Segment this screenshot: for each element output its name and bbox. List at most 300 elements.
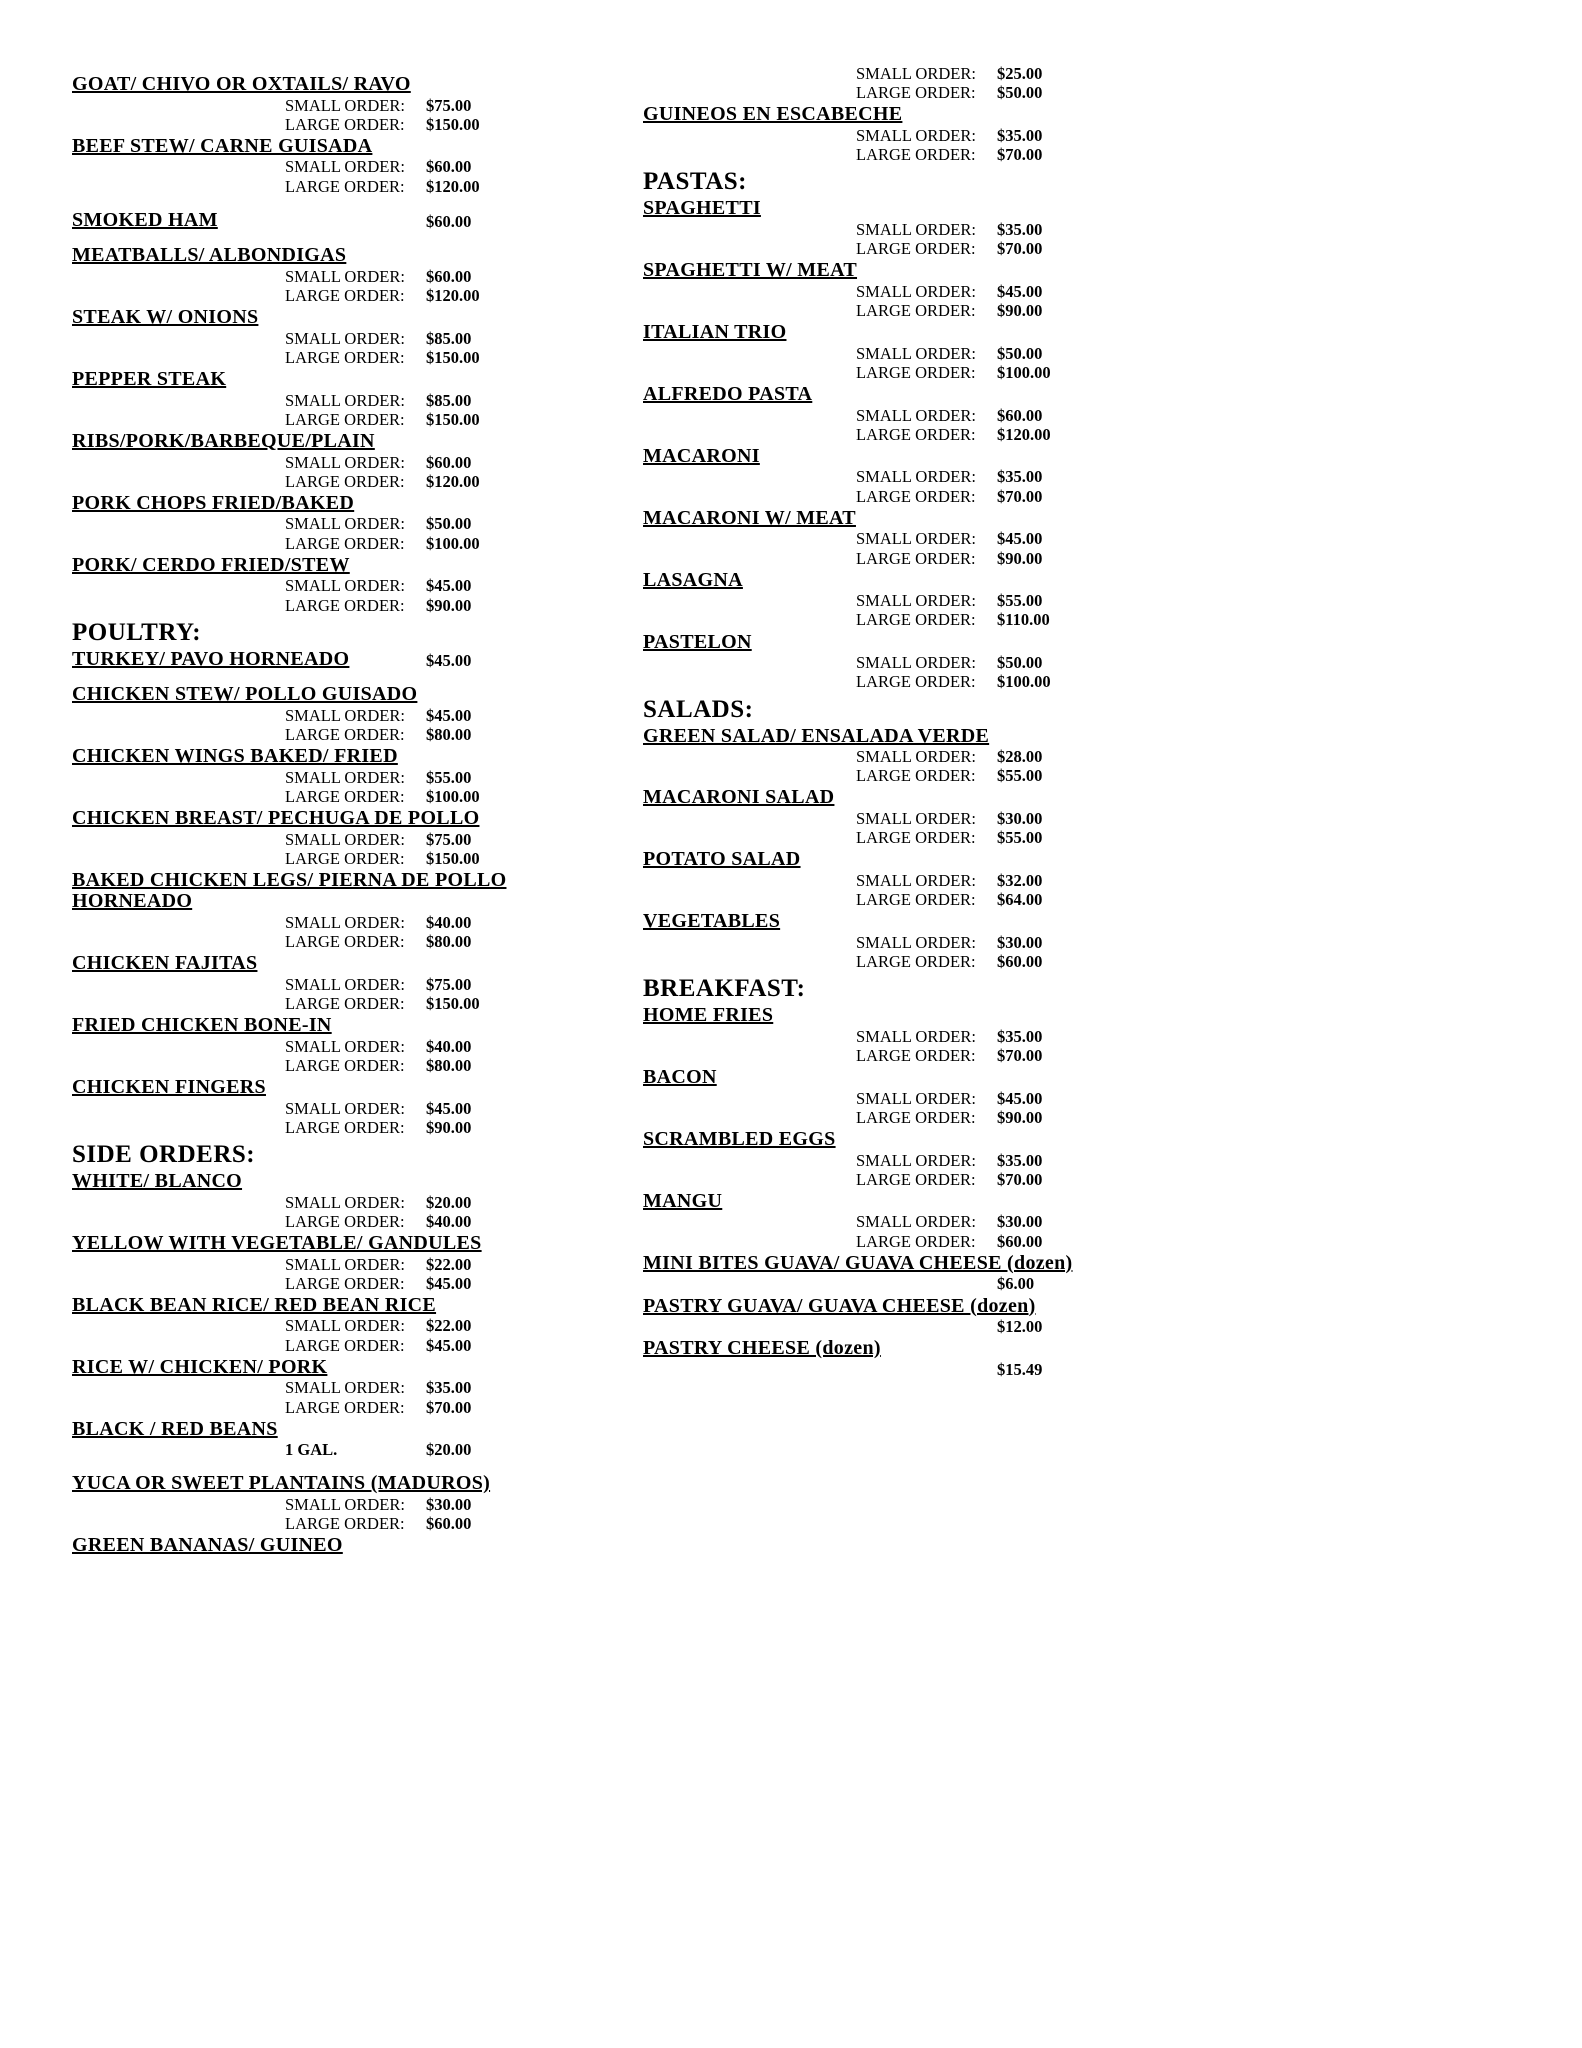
price-row [643,828,1123,847]
price-value: $85.00 [426,390,472,410]
price-size-label: LARGE ORDER: [856,486,976,506]
menu-item [643,787,1123,809]
price-size-label: SMALL ORDER: [285,514,405,534]
menu-item [72,431,582,453]
price-row [72,1378,582,1397]
menu-item [643,446,1123,468]
price-row [643,363,1123,382]
menu-item-name: MINI BITES GUAVA/ GUAVA CHEESE (dozen) [643,1251,1073,1274]
price-size-label: LARGE ORDER: [285,786,405,806]
price-row [72,115,582,134]
menu-item-name: TURKEY/ PAVO HORNEADO [72,647,350,670]
price-value: $6.00 [997,1274,1035,1294]
price-size-label: 1 GAL. [285,1440,338,1460]
price-size-label: SMALL ORDER: [285,1316,405,1336]
price-size-label: SMALL ORDER: [285,390,405,410]
price-row [72,267,582,286]
price-row [72,391,582,410]
price-size-label: LARGE ORDER: [285,1397,405,1417]
menu-item [643,911,1123,933]
price-value: $40.00 [426,1036,472,1056]
menu-item [643,198,1123,220]
price-size-label: SMALL ORDER: [856,281,976,301]
price-row [643,83,1123,102]
price-size-label: SMALL ORDER: [285,974,405,994]
price-size-label: SMALL ORDER: [856,343,976,363]
menu-item [72,808,582,830]
price-size-label: SMALL ORDER: [856,64,976,83]
price-value: $100.00 [997,672,1051,692]
menu-item [72,1077,582,1099]
price-size-label: LARGE ORDER: [856,83,976,103]
price-row [643,406,1123,425]
price-value: $100.00 [997,362,1051,382]
price-size-label: SMALL ORDER: [285,1494,405,1514]
price-value: $50.00 [997,343,1043,363]
menu-item [643,1129,1123,1151]
price-size-label: LARGE ORDER: [856,766,976,786]
price-size-label: SMALL ORDER: [856,747,976,767]
price-value: $55.00 [997,828,1043,848]
price-size-label: SMALL ORDER: [856,1088,976,1108]
menu-item-name: MACARONI SALAD [643,786,835,809]
price-row [643,747,1123,766]
menu-item [72,1171,582,1193]
price-value: $90.00 [997,1107,1043,1127]
menu-item [643,1005,1123,1027]
menu-item [72,1357,582,1379]
price-size-label: SMALL ORDER: [856,1212,976,1232]
price-row [72,177,582,196]
price-size-label: LARGE ORDER: [285,471,405,491]
price-row [72,514,582,533]
price-row [72,787,582,806]
price-row [643,1212,1123,1231]
price-value: $30.00 [997,1212,1043,1232]
menu-item-name: GOAT/ CHIVO OR OXTAILS/ RAVO [72,73,411,95]
price-row [643,952,1123,971]
menu-item-name: CHICKEN BREAST/ PECHUGA DE POLLO [72,807,480,830]
price-size-label [856,1317,997,1336]
price-size-label: LARGE ORDER: [856,828,976,848]
menu-column-left [72,72,582,1557]
price-size-label: SMALL ORDER: [285,576,405,596]
price-value: $20.00 [426,1192,472,1212]
menu-section-header: POULTRY: [72,618,202,646]
menu-item [643,570,1123,592]
menu-item-name: POTATO SALAD [643,848,801,871]
price-value: $90.00 [426,595,472,615]
price-row [72,286,582,305]
price-row [72,534,582,553]
menu-item-name: SMOKED HAM [72,208,218,231]
price-value: $40.00 [426,1211,472,1231]
price-value: $30.00 [997,808,1043,828]
price-value: $15.49 [997,1359,1043,1379]
price-value: $100.00 [426,786,480,806]
menu-item-name: MACARONI W/ MEAT [643,506,856,529]
price-size-label: LARGE ORDER: [285,176,405,196]
price-row [643,672,1123,691]
price-row [643,220,1123,239]
price-row [643,890,1123,909]
price-size-label: SMALL ORDER: [856,529,976,549]
menu-item-name: YUCA OR SWEET PLANTAINS (MADUROS) [72,1472,491,1495]
menu-item [72,1473,582,1495]
menu-column-right [643,64,1123,1379]
price-value: $80.00 [426,1055,472,1075]
price-size-label: SMALL ORDER: [285,452,405,472]
price-row [643,1274,1123,1293]
price-row [72,410,582,429]
menu-item-name: BLACK BEAN RICE/ RED BEAN RICE [72,1293,437,1316]
price-value: $70.00 [997,486,1043,506]
menu-item [72,684,582,706]
price-value: $30.00 [997,932,1043,952]
menu-item [72,1535,582,1557]
menu-item-name: SPAGHETTI [643,197,761,220]
price-size-label: LARGE ORDER: [285,1514,405,1534]
menu-item [643,1191,1123,1213]
price-value: $150.00 [426,347,480,367]
menu-item-name: BAKED CHICKEN LEGS/ PIERNA DE POLLO HORNEADO [72,868,507,913]
price-value: $32.00 [997,870,1043,890]
price-row [643,529,1123,548]
price-size-label: SMALL ORDER: [285,705,405,725]
price-row [72,768,582,787]
price-row [72,1336,582,1355]
price-value: $120.00 [426,471,480,491]
price-value: $12.00 [997,1317,1043,1337]
price-value: $150.00 [426,848,480,868]
menu-item-name: PASTRY CHEESE (dozen) [643,1337,881,1360]
menu-item-name: VEGETABLES [643,910,781,933]
price-row [72,994,582,1013]
price-value: $120.00 [426,176,480,196]
price-value: $22.00 [426,1316,472,1336]
price-row [72,157,582,176]
price-value: $35.00 [997,219,1043,239]
price-value: $64.00 [997,890,1043,910]
price-row [72,830,582,849]
price-value: $60.00 [426,266,472,286]
price-size-label: LARGE ORDER: [856,239,976,259]
menu-item [643,322,1123,344]
price-value: $50.00 [426,514,472,534]
menu-item-name: GREEN SALAD/ ENSALADA VERDE [643,724,990,747]
menu-item [643,508,1123,530]
price-value: $80.00 [426,932,472,952]
price-row [72,975,582,994]
price-row [643,549,1123,568]
price-size-label: SMALL ORDER: [285,1378,405,1398]
price-size-label: LARGE ORDER: [285,1211,405,1231]
menu-item-price: $45.00 [426,650,472,670]
price-value: $35.00 [426,1378,472,1398]
menu-item-name: BACON [643,1066,717,1089]
price-value: $60.00 [426,452,472,472]
menu-item [643,1067,1123,1089]
price-row [72,1255,582,1274]
price-size-label [856,1274,997,1293]
menu-item [643,632,1123,654]
price-row [643,1046,1123,1065]
price-value: $35.00 [997,125,1043,145]
menu-item-name: MACARONI [643,444,760,467]
price-value: $45.00 [426,1273,472,1293]
menu-item-name: YELLOW WITH VEGETABLE/ GANDULES [72,1232,482,1254]
price-row [72,576,582,595]
price-size-label: LARGE ORDER: [285,932,405,952]
price-value: $150.00 [426,994,480,1014]
menu-item-name: WHITE/ BLANCO [72,1170,243,1193]
price-size-label: LARGE ORDER: [856,145,976,165]
price-row [643,282,1123,301]
price-row [72,1099,582,1118]
price-value: $75.00 [426,95,472,115]
menu-item [72,649,582,671]
menu-item [72,493,582,515]
price-size-label: LARGE ORDER: [285,1117,405,1137]
price-size-label: LARGE ORDER: [856,951,976,971]
menu-item [72,210,582,232]
menu-item [643,260,1123,282]
price-row [643,467,1123,486]
price-row [72,1274,582,1293]
price-size-label: SMALL ORDER: [856,1150,976,1170]
price-row [72,1193,582,1212]
menu-item [72,136,582,158]
price-size-label: LARGE ORDER: [856,672,976,692]
price-row [643,425,1123,444]
price-value: $22.00 [426,1254,472,1274]
menu-item-name: PORK/ CERDO FRIED/STEW [72,553,350,576]
price-value: $90.00 [997,548,1043,568]
price-size-label: SMALL ORDER: [285,767,405,787]
price-row [643,145,1123,164]
price-row [72,472,582,491]
menu-section-header: SALADS: [643,695,754,723]
menu-item-name: CHICKEN STEW/ POLLO GUISADO [72,683,418,706]
price-row [72,1398,582,1417]
price-size-label: LARGE ORDER: [285,595,405,615]
menu-item-name: GREEN BANANAS/ GUINEO [72,1534,343,1557]
menu-item-name: STEAK W/ ONIONS [72,306,259,329]
price-size-label: LARGE ORDER: [285,724,405,744]
menu-item-price: $60.00 [426,211,472,231]
price-row [643,301,1123,320]
price-size-label: SMALL ORDER: [285,1036,405,1056]
price-value: $45.00 [426,705,472,725]
menu-item-name: FRIED CHICKEN BONE-IN [72,1014,332,1037]
price-value: $120.00 [426,286,480,306]
price-row [643,591,1123,610]
price-value: $150.00 [426,114,480,134]
price-size-label: SMALL ORDER: [856,1026,976,1046]
price-size-label: LARGE ORDER: [285,1273,405,1293]
price-size-label: SMALL ORDER: [856,467,976,487]
menu-item [72,1419,582,1441]
menu-item-name: PORK CHOPS FRIED/BAKED [72,491,355,514]
price-row [643,1360,1123,1379]
menu-item [72,74,582,96]
price-row [643,487,1123,506]
price-row [72,453,582,472]
price-size-label: LARGE ORDER: [285,994,405,1014]
price-row [643,344,1123,363]
price-size-label: LARGE ORDER: [856,1231,976,1251]
price-size-label: LARGE ORDER: [856,1169,976,1189]
price-row [72,725,582,744]
price-size-label: LARGE ORDER: [856,362,976,382]
price-row [643,1317,1123,1336]
price-value: $40.00 [426,912,472,932]
price-row [643,766,1123,785]
menu-item [72,953,582,975]
price-row [643,1089,1123,1108]
menu-item-name: PEPPER STEAK [72,368,227,391]
price-value: $70.00 [997,1045,1043,1065]
price-size-label: SMALL ORDER: [285,829,405,849]
price-value: $45.00 [426,576,472,596]
price-value: $60.00 [426,1514,472,1534]
menu-item [72,555,582,577]
price-size-label: SMALL ORDER: [285,1192,405,1212]
price-size-label: LARGE ORDER: [285,848,405,868]
price-size-label: LARGE ORDER: [856,1107,976,1127]
menu-item [72,1295,582,1317]
price-value: $55.00 [997,591,1043,611]
price-value: $35.00 [997,467,1043,487]
price-value: $55.00 [426,767,472,787]
menu-item-name: BLACK / RED BEANS [72,1417,278,1440]
menu-item-name: MANGU [643,1189,723,1212]
price-row [643,871,1123,890]
price-value: $75.00 [426,974,472,994]
price-row [643,653,1123,672]
menu-item-name: SPAGHETTI W/ MEAT [643,259,858,282]
price-row [72,932,582,951]
price-size-label: LARGE ORDER: [285,533,405,553]
price-value: $85.00 [426,328,472,348]
price-row [643,64,1123,83]
menu-item-name: GUINEOS EN ESCABECHE [643,103,903,126]
price-row [643,933,1123,952]
price-value: $120.00 [997,424,1051,444]
price-row [72,348,582,367]
menu-item-name: CHICKEN FAJITAS [72,952,258,975]
price-size-label: LARGE ORDER: [856,424,976,444]
menu-item-name: PASTELON [643,630,752,653]
price-value: $90.00 [426,1117,472,1137]
menu-item [643,384,1123,406]
menu-item [72,1015,582,1037]
price-row [72,1514,582,1533]
price-size-label: LARGE ORDER: [285,1055,405,1075]
price-row [72,913,582,932]
price-size-label: SMALL ORDER: [285,266,405,286]
price-row [72,329,582,348]
price-row [643,239,1123,258]
price-value: $75.00 [426,829,472,849]
menu-item [643,849,1123,871]
price-size-label: SMALL ORDER: [856,808,976,828]
menu-item-name: BEEF STEW/ CARNE GUISADA [72,134,373,157]
price-row [643,1170,1123,1189]
menu-item-name: ALFREDO PASTA [643,383,813,406]
price-value: $100.00 [426,533,480,553]
price-size-label: SMALL ORDER: [285,1254,405,1274]
menu-section-header: PASTAS: [643,168,747,196]
price-size-label: LARGE ORDER: [856,890,976,910]
price-value: $150.00 [426,409,480,429]
price-row [72,96,582,115]
price-value: $60.00 [997,1231,1043,1251]
price-row [72,596,582,615]
price-size-label: SMALL ORDER: [856,653,976,673]
price-size-label [856,1360,997,1379]
price-size-label: SMALL ORDER: [856,405,976,425]
price-value: $60.00 [426,157,472,177]
menu-item [643,1253,1123,1275]
price-row [72,1118,582,1137]
menu-item-name: CHICKEN WINGS BAKED/ FRIED [72,745,398,768]
price-size-label: SMALL ORDER: [285,912,405,932]
price-value: $45.00 [997,529,1043,549]
menu-item-name: SCRAMBLED EGGS [643,1128,836,1150]
price-row [643,1027,1123,1046]
price-row [643,1108,1123,1127]
price-size-label: SMALL ORDER: [856,591,976,611]
price-value: $60.00 [997,405,1043,425]
price-value: $28.00 [997,747,1043,767]
price-size-label: LARGE ORDER: [856,300,976,320]
price-value: $35.00 [997,1150,1043,1170]
menu-item-name: PASTRY GUAVA/ GUAVA CHEESE (dozen) [643,1294,1036,1317]
price-size-label: SMALL ORDER: [285,95,405,115]
menu-item-name: CHICKEN FINGERS [72,1076,266,1099]
price-value: $80.00 [426,724,472,744]
menu-item-name: MEATBALLS/ ALBONDIGAS [72,244,347,267]
menu-item [72,746,582,768]
price-size-label: SMALL ORDER: [856,870,976,890]
menu-item [72,1233,582,1255]
menu-item [72,369,582,391]
price-row [72,1495,582,1514]
price-row [643,126,1123,145]
price-value: $50.00 [997,653,1043,673]
price-row [643,1151,1123,1170]
price-row [72,1212,582,1231]
price-value: $35.00 [997,1026,1043,1046]
price-row [643,610,1123,629]
price-size-label: SMALL ORDER: [856,932,976,952]
menu-item-name: RICE W/ CHICKEN/ PORK [72,1355,328,1378]
menu-item [643,104,1123,126]
price-value: $20.00 [426,1440,472,1460]
menu-item [643,1296,1123,1318]
price-value: $70.00 [997,145,1043,165]
price-value: $45.00 [997,281,1043,301]
price-size-label: LARGE ORDER: [285,114,405,134]
price-size-label: LARGE ORDER: [285,409,405,429]
menu-item-name: RIBS/PORK/BARBEQUE/PLAIN [72,430,375,453]
price-value: $45.00 [997,1088,1043,1108]
price-size-label: SMALL ORDER: [856,219,976,239]
price-size-label: LARGE ORDER: [285,286,405,306]
price-value: $60.00 [997,951,1043,971]
price-row [643,809,1123,828]
